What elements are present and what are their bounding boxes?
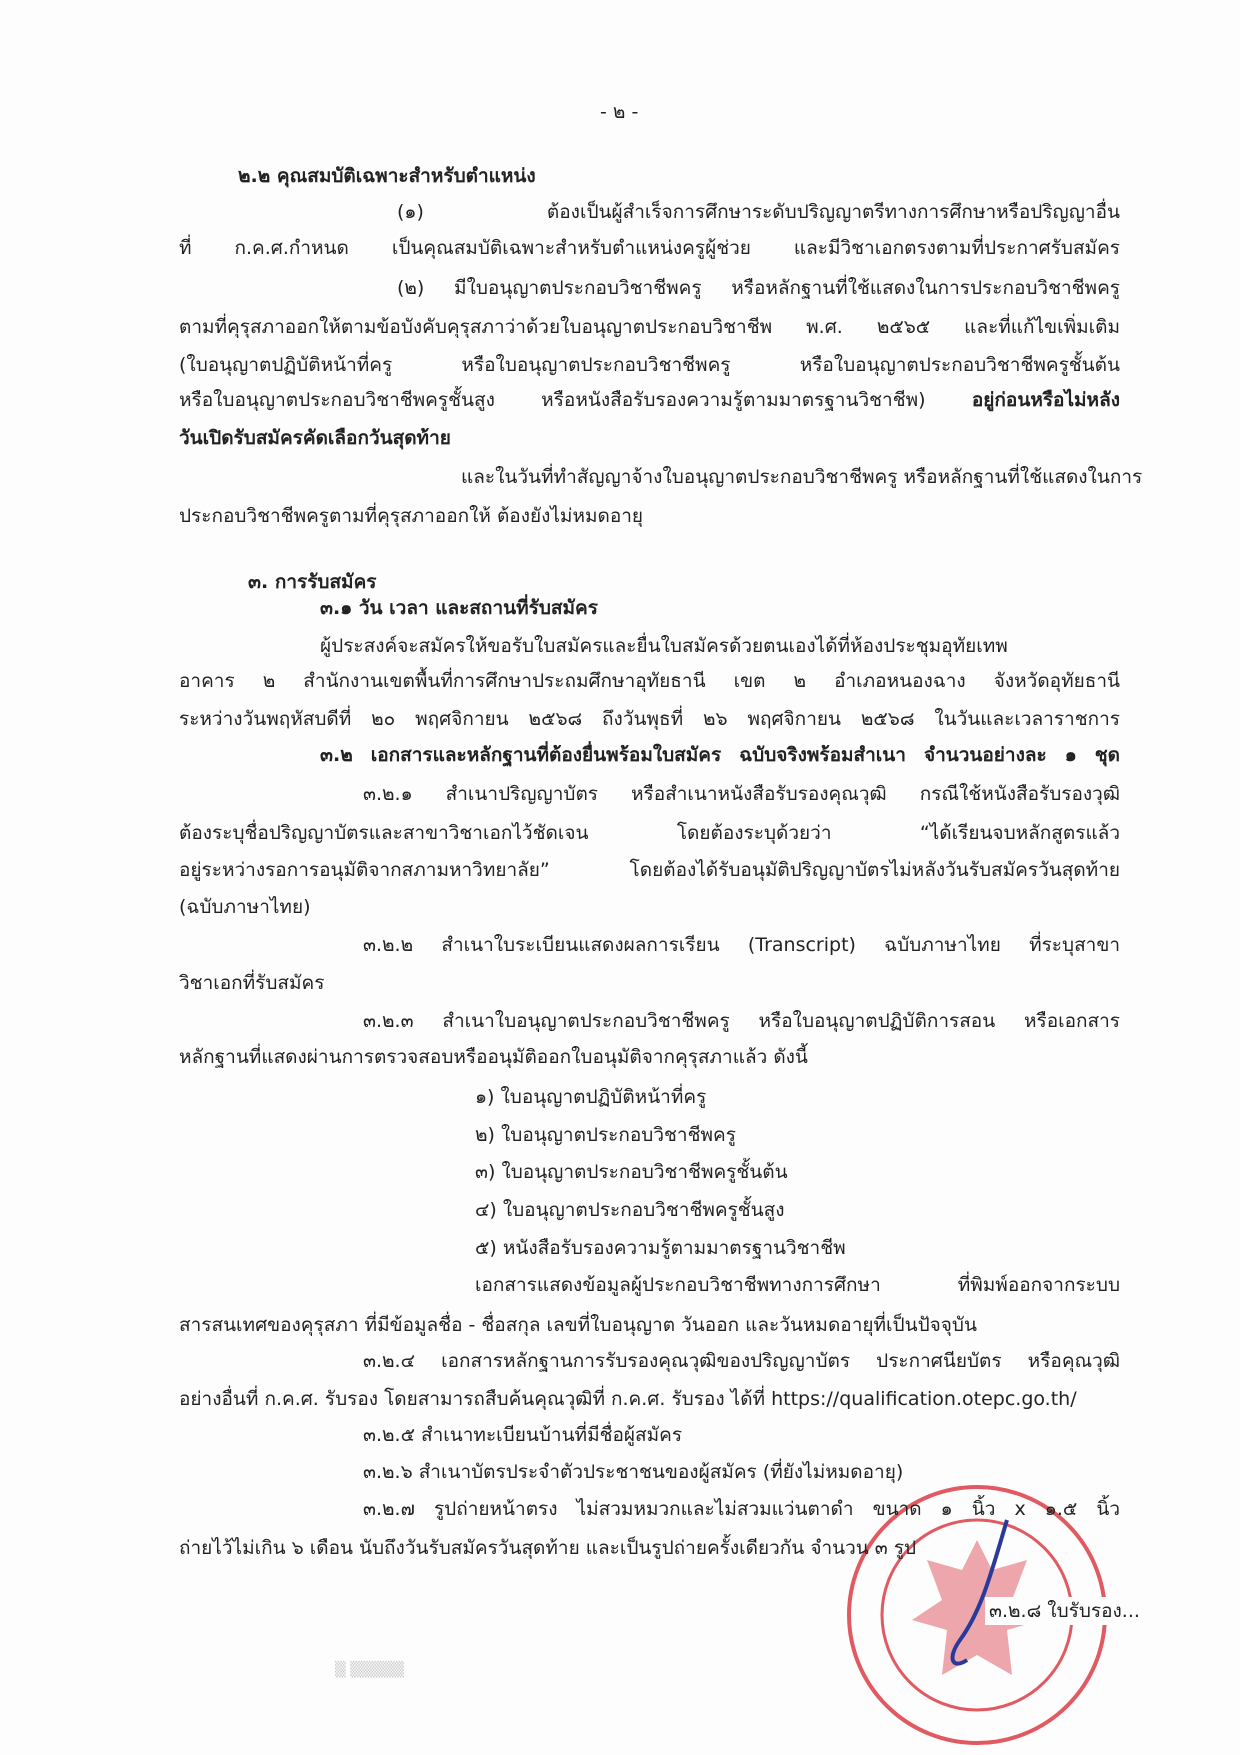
- text-line: [397, 198, 1120, 226]
- text-line: [320, 741, 1120, 769]
- text-line: [363, 1421, 682, 1449]
- bold-text: วันเปิดรับสมัครคัดเลือกวันสุดท้าย: [179, 427, 451, 449]
- text-line: [397, 274, 1120, 302]
- text-segment: (ใบอนุญาตปฏิบัติหน้าที่ครู หรือใบอนุญาตประกอบวิชาชีพครู หรือใบอนุญาตประกอบวิชาชีพครูชั้นต้น: [179, 354, 1120, 376]
- text-line: [985, 1597, 1144, 1625]
- text-line: [179, 386, 1120, 414]
- text-segment: ๒) ใบอนุญาตประกอบวิชาชีพครู: [475, 1124, 736, 1146]
- text-line: [179, 351, 1120, 379]
- text-line: [363, 1458, 903, 1486]
- text-line: [179, 893, 311, 921]
- text-line: [461, 463, 1143, 491]
- text-segment: ๓.๒.๗ รูปถ่ายหน้าตรง ไม่สวมหมวกและไม่สวมแว่นตาดำ ขนาด ๑ นิ้ว x ๑.๕ นิ้ว: [363, 1498, 1120, 1520]
- text-line: [320, 632, 1120, 660]
- text-line: [179, 819, 1120, 847]
- bold-text: ๓.๑ วัน เวลา และสถานที่รับสมัคร: [320, 597, 598, 619]
- text-line: [179, 1043, 808, 1071]
- bold-text: ๓.๒ เอกสารและหลักฐานที่ต้องยื่นพร้อมใบสมัคร ฉบับจริงพร้อมสำเนา จำนวนอย่างละ ๑ ชุด: [320, 744, 1120, 766]
- text-line: [179, 424, 451, 452]
- text-line: [179, 234, 1120, 262]
- text-line: [179, 856, 1120, 884]
- text-segment: ๓.๒.๔ เอกสารหลักฐานการรับรองคุณวุฒิของปริญญาบัตร ประกาศนียบัตร หรือคุณวุฒิ: [363, 1350, 1120, 1372]
- faint-smudge: ▒ ▒▒▒▒▒: [335, 1662, 405, 1678]
- text-line: [363, 1495, 1120, 1523]
- page-number: - ๒ -: [600, 101, 639, 123]
- text-line: [179, 1385, 1077, 1413]
- text-segment: ระหว่างวันพฤหัสบดีที่ ๒๐ พฤศจิกายน ๒๕๖๘ ถึงวันพุธที่ ๒๖ พฤศจิกายน ๒๕๖๘ ในวันและเวลาราชการ: [179, 708, 1120, 730]
- text-segment: ๓.๒.๕ สำเนาทะเบียนบ้านที่มีชื่อผู้สมัคร: [363, 1424, 683, 1446]
- text-segment: ๓.๒.๒ สำเนาใบระเบียนแสดงผลการเรียน (Transcript) ฉบับภาษาไทย ที่ระบุสาขา: [363, 934, 1120, 956]
- text-line: [363, 931, 1120, 959]
- text-segment: และในวันที่ทำสัญญาจ้างใบอนุญาตประกอบวิชาชีพครู หรือหลักฐานที่ใช้แสดงในการ: [461, 466, 1143, 488]
- text-line: [475, 1196, 785, 1224]
- text-segment: ๕) หนังสือรับรองความรู้ตามมาตรฐานวิชาชีพ: [475, 1237, 846, 1259]
- text-line: [179, 1534, 916, 1562]
- text-line: [320, 594, 598, 622]
- text-segment: ๓) ใบอนุญาตประกอบวิชาชีพครูชั้นต้น: [475, 1161, 788, 1183]
- text-segment: ถ่ายไว้ไม่เกิน ๖ เดือน นับถึงวันรับสมัครวันสุดท้าย และเป็นรูปถ่ายครั้งเดียวกัน จำนวน ๓ รูป: [179, 1537, 917, 1559]
- text-segment: ๓.๒.๑ สำเนาปริญญาบัตร หรือสำเนาหนังสือรับรองคุณวุฒิ กรณีใช้หนังสือรับรองวุฒิ: [363, 783, 1120, 805]
- bold-text: อยู่ก่อนหรือไม่หลัง: [971, 389, 1120, 411]
- text-line: [475, 1158, 788, 1186]
- text-segment: หลักฐานที่แสดงผ่านการตรวจสอบหรืออนุมัติออกใบอนุมัติจากคุรุสภาแล้ว ดังนี้: [179, 1046, 808, 1068]
- text-segment: ๔) ใบอนุญาตประกอบวิชาชีพครูชั้นสูง: [475, 1199, 785, 1221]
- text-segment: ๑) ใบอนุญาตปฏิบัติหน้าที่ครู: [475, 1086, 707, 1108]
- text-segment: ต้องระบุชื่อปริญญาบัตรและสาขาวิชาเอกไว้ชัดเจน โดยต้องระบุด้วยว่า “ได้เรียนจบหลักสูตรแล้ว: [179, 822, 1120, 844]
- text-segment: ๓.๒.๘ ใบรับรอง...: [989, 1600, 1140, 1622]
- text-segment: (ฉบับภาษาไทย): [179, 896, 311, 918]
- text-line: [363, 1007, 1120, 1035]
- text-line: [179, 969, 324, 997]
- text-line: [475, 1121, 736, 1149]
- text-line: [363, 780, 1120, 808]
- text-line: [238, 162, 536, 190]
- text-line: [363, 1347, 1120, 1375]
- text-segment: ที่ ก.ค.ศ.กำหนด เป็นคุณสมบัติเฉพาะสำหรับตำแหน่งครูผู้ช่วย และมีวิชาเอกตรงตามที่ประกาศรับสมัคร: [179, 237, 1120, 259]
- text-line: [179, 705, 1120, 733]
- text-segment: สารสนเทศของคุรุสภา ที่มีข้อมูลชื่อ - ชื่อสกุล เลขที่ใบอนุญาต วันออก และวันหมดอายุที่เป็นปัจจุบัน: [179, 1314, 977, 1336]
- text-line: [179, 313, 1120, 341]
- text-line: [179, 1311, 977, 1339]
- text-segment: เอกสารแสดงข้อมูลผู้ประกอบวิชาชีพทางการศึกษา ที่พิมพ์ออกจากระบบ: [475, 1274, 1120, 1296]
- text-segment: (๑) ต้องเป็นผู้สำเร็จการศึกษาระดับปริญญาตรีทางการศึกษาหรือปริญญาอื่น: [397, 201, 1120, 223]
- text-line: [475, 1234, 846, 1262]
- text-line: [179, 502, 643, 530]
- text-segment: ๓.๒.๓ สำเนาใบอนุญาตประกอบวิชาชีพครู หรือใบอนุญาตปฏิบัติการสอน หรือเอกสาร: [363, 1010, 1120, 1032]
- text-segment: หรือใบอนุญาตประกอบวิชาชีพครูชั้นสูง หรือหนังสือรับรองความรู้ตามมาตรฐานวิชาชีพ): [179, 389, 972, 411]
- text-segment: วิชาเอกที่รับสมัคร: [179, 972, 325, 994]
- text-line: [475, 1271, 1120, 1299]
- text-segment: อาคาร ๒ สำนักงานเขตพื้นที่การศึกษาประถมศึกษาอุทัยธานี เขต ๒ อำเภอหนองฉาง จังหวัดอุทัยธานี: [179, 670, 1120, 692]
- text-line: [475, 1083, 706, 1111]
- text-segment: (๒) มีใบอนุญาตประกอบวิชาชีพครู หรือหลักฐานที่ใช้แสดงในการประกอบวิชาชีพครู: [397, 277, 1120, 299]
- text-segment: อย่างอื่นที่ ก.ค.ศ. รับรอง โดยสามารถสืบค้นคุณวุฒิที่ ก.ค.ศ. รับรอง ได้ที่ https://qualification.otepc.go.th/: [179, 1388, 1077, 1410]
- text-line: [179, 667, 1120, 695]
- text-segment: อยู่ระหว่างรอการอนุมัติจากสภามหาวิทยาลัย” โดยต้องได้รับอนุมัติปริญญาบัตรไม่หลังวันรับสมัครวันสุดท้าย: [179, 859, 1120, 881]
- text-line: [248, 568, 377, 596]
- bold-text: ๒.๒ คุณสมบัติเฉพาะสำหรับตำแหน่ง: [238, 165, 536, 187]
- text-segment: ตามที่คุรุสภาออกให้ตามข้อบังคับคุรุสภาว่าด้วยใบอนุญาตประกอบวิชาชีพ พ.ศ. ๒๕๖๕ และที่แก้ไขเพิ่มเติม: [179, 316, 1120, 338]
- bold-text: ๓. การรับสมัคร: [248, 571, 377, 593]
- text-segment: ๓.๒.๖ สำเนาบัตรประจำตัวประชาชนของผู้สมัคร (ที่ยังไม่หมดอายุ): [363, 1461, 904, 1483]
- text-segment: ประกอบวิชาชีพครูตามที่คุรุสภาออกให้ ต้องยังไม่หมดอายุ: [179, 505, 644, 527]
- text-segment: ผู้ประสงค์จะสมัครให้ขอรับใบสมัครและยื่นใบสมัครด้วยตนเองได้ที่ห้องประชุมอุทัยเทพ: [320, 635, 1008, 657]
